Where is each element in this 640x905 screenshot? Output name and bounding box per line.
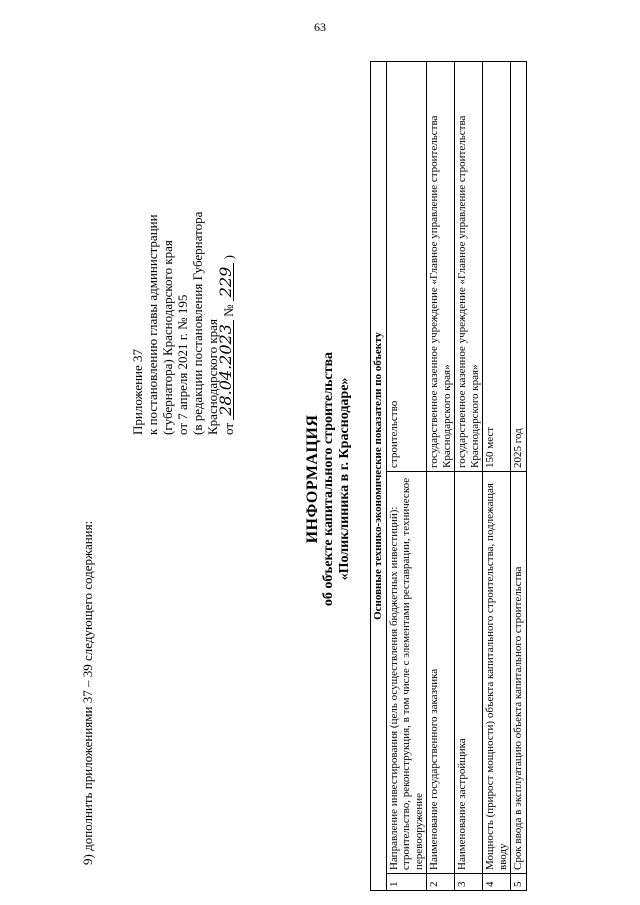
- row-indicator-value: 2025 год: [511, 62, 527, 472]
- document-heading: [305, 53, 353, 905]
- number-sign: №: [221, 304, 236, 317]
- handwritten-number: 229: [218, 263, 234, 302]
- row-indicator-value: государственное казенное учреждение «Главное управление строительства Краснодарского края»: [427, 62, 455, 472]
- row-number: 1: [386, 874, 427, 891]
- heading-title: ИНФОРМАЦИЯ: [304, 414, 321, 544]
- row-number: 4: [483, 874, 511, 891]
- appendix-line: (губернатора) Краснодарского края: [160, 240, 175, 435]
- table-header-row: [371, 62, 387, 891]
- closing-paren: ): [221, 255, 236, 260]
- appendix-line: (в редакции постановления Губернатора: [190, 211, 205, 435]
- heading-subtitle: об объекте капитального строительства: [321, 351, 336, 607]
- appendix-line: Краснодарского края: [205, 319, 220, 435]
- table-row: [427, 62, 455, 891]
- appendix-date-line: [216, 75, 236, 435]
- appendix-block: [130, 75, 236, 435]
- row-indicator-name: Направление инвестирования (цель осуществления бюджетных инвестиций): строительство, реконструкция, в том числе с элементами реставрации, техническое перевооружение: [386, 472, 427, 874]
- rotated-landscape-content: [80, 53, 600, 905]
- row-indicator-name: Срок ввода в эксплуатацию объекта капитального строительства: [511, 472, 527, 874]
- handwritten-date: 28.04.2023: [218, 320, 234, 420]
- table-row: [386, 62, 427, 891]
- row-number: 5: [511, 874, 527, 891]
- table-row: [455, 62, 483, 891]
- table-row: [483, 62, 511, 891]
- row-indicator-value: государственное казенное учреждение «Главное управление строительства Краснодарского края»: [455, 62, 483, 472]
- row-indicator-name: Мощность (прирост мощности) объекта капитального строительства, подлежащая вводу: [483, 472, 511, 874]
- row-indicator-name: Наименование государственного заказчика: [427, 472, 455, 874]
- date-prefix: от: [221, 422, 236, 435]
- page-number: 63: [314, 20, 326, 34]
- intro-line: 9) дополнить приложениями 37 – 39 следующего содержания:: [80, 520, 95, 865]
- appendix-line: Приложение 37: [130, 348, 145, 435]
- indicators-table: [370, 61, 527, 891]
- row-indicator-value: 150 мест: [483, 62, 511, 472]
- row-indicator-name: Наименование застройщика: [455, 472, 483, 874]
- heading-object-name: «Поликлиника в г. Краснодаре»: [337, 377, 352, 581]
- row-indicator-value: строительство: [386, 62, 427, 472]
- row-number: 3: [455, 874, 483, 891]
- row-number: 2: [427, 874, 455, 891]
- appendix-line: к постановлению главы администрации: [145, 214, 160, 435]
- table-row: [511, 62, 527, 891]
- appendix-line: от 7 апреля 2021 г. № 195: [175, 294, 190, 435]
- table-header: Основные технико-экономические показатели по объекту: [371, 62, 387, 891]
